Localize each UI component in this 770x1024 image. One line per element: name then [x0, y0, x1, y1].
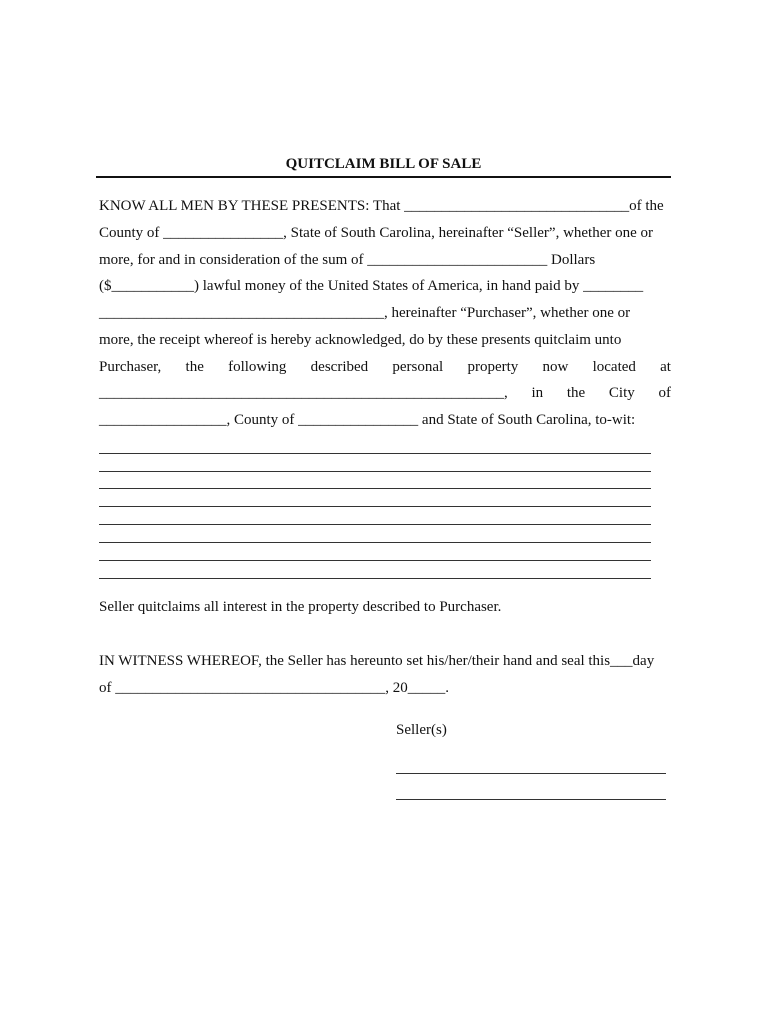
description-line [99, 453, 651, 454]
description-line [99, 542, 651, 543]
description-line [99, 578, 651, 579]
body-line-8: ______________________________________________________, in the City of [99, 385, 671, 401]
signature-line [396, 773, 666, 774]
document-title: QUITCLAIM BILL OF SALE [285, 156, 482, 172]
body-line-7: Purchaser, the following described personal property now located at [99, 359, 671, 375]
witness-line-2: of ____________________________________, 20_____. [99, 680, 449, 696]
witness-line-1: IN WITNESS WHEREOF, the Seller has hereunto set his/her/their hand and seal this___day [99, 653, 655, 669]
body-line-2: County of ________________, State of South Carolina, hereinafter “Seller”, whether one or [99, 225, 654, 241]
body-line-6: more, the receipt whereof is hereby acknowledged, do by these presents quitclaim unto [99, 332, 622, 348]
quitclaim-statement: Seller quitclaims all interest in the property described to Purchaser. [99, 599, 502, 615]
title-rule [96, 176, 671, 178]
body-line-1: KNOW ALL MEN BY THESE PRESENTS: That ______________________________of the [99, 198, 664, 214]
description-line [99, 506, 651, 507]
body-line-5: ______________________________________, hereinafter “Purchaser”, whether one or [99, 305, 631, 321]
body-line-9: _________________, County of ________________ and State of South Carolina, to-wit: [99, 412, 636, 428]
body-line-3: more, for and in consideration of the sum of ________________________ Dollars [99, 252, 596, 268]
signature-line [396, 799, 666, 800]
signature-label: Seller(s) [396, 722, 447, 738]
body-line-4: ($___________) lawful money of the United States of America, in hand paid by ________ [99, 278, 644, 294]
description-line [99, 471, 651, 472]
description-line [99, 488, 651, 489]
description-line [99, 560, 651, 561]
description-line [99, 524, 651, 525]
